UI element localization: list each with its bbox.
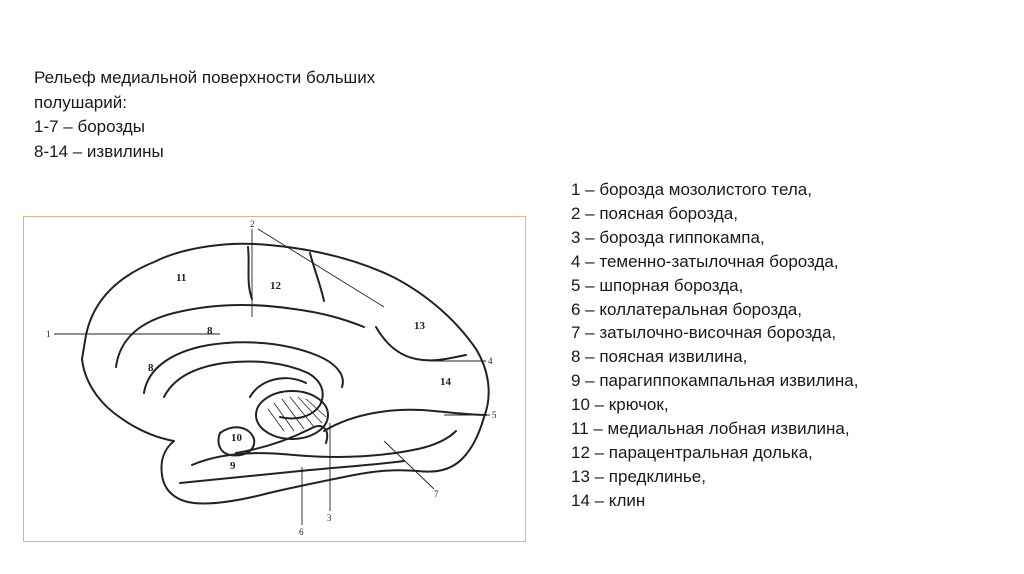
corpus-callosum [164,361,323,418]
pointer-label-5: 5 [492,410,497,420]
cingulate-sulcus [116,305,364,367]
title-line: Рельеф медиальной поверхности больших [34,68,376,87]
legend-item: 13 – предклинье, [571,466,706,486]
title-line: 8-14 – извилины [34,141,164,161]
legend-item: 5 – шпорная борозда, [571,275,744,295]
hemisphere-outline [82,244,489,504]
pointer-label-4: 4 [488,356,493,366]
region-label-8-top: 8 [207,325,213,337]
thalamus [256,391,328,439]
legend-item: 6 – коллатеральная борозда, [571,299,802,319]
slide-title [34,66,454,164]
legend-list [571,178,1011,513]
title-line: 1-7 – борозды [34,117,145,136]
brain-medial-surface-figure [23,216,526,542]
legend-item: 14 – клин [571,490,646,510]
legend-item: 4 – теменно-затылочная борозда, [571,251,839,271]
region-label-13: 13 [414,320,425,332]
legend-item: 10 – крючок, [571,395,669,415]
region-label-12: 12 [270,280,281,292]
region-label-8-left: 8 [148,362,154,374]
region-label-11: 11 [176,272,187,284]
calcarine-sulcus [324,410,486,431]
brain-illustration [24,217,527,543]
legend-item: 7 – затылочно-височная борозда, [571,323,837,343]
title-line: полушарий: [34,92,127,112]
pointer-line-7 [384,441,434,489]
legend-item: 2 – поясная борозда, [571,203,738,223]
callosal-sulcus [144,342,343,393]
paracentral-sulcus [248,247,252,299]
legend-item: 1 – борозда мозолистого тела, [571,180,812,199]
legend-item: 8 – поясная извилина, [571,347,748,367]
marginal-ramus [310,253,324,301]
pointer-label-3: 3 [327,513,332,523]
legend-item: 11 – медиальная лобная извилина, [571,419,850,439]
legend-item: 12 – парацентральная долька, [571,442,813,462]
region-label-9: 9 [230,460,236,472]
pointer-label-6: 6 [299,527,304,537]
legend-item: 9 – парагиппокампальная извилина, [571,371,859,391]
region-label-14: 14 [440,376,451,388]
pointer-label-1: 1 [46,329,51,339]
legend-item: 3 – борозда гиппокампа, [571,227,765,247]
pointer-label-7: 7 [434,489,439,499]
pointer-label-2: 2 [250,219,255,229]
region-label-10: 10 [231,432,242,444]
fornix [250,378,306,397]
parieto-occipital-sulcus [376,327,466,360]
hippocampal-sulcus [236,426,327,453]
pointer-line-2b [258,229,384,307]
